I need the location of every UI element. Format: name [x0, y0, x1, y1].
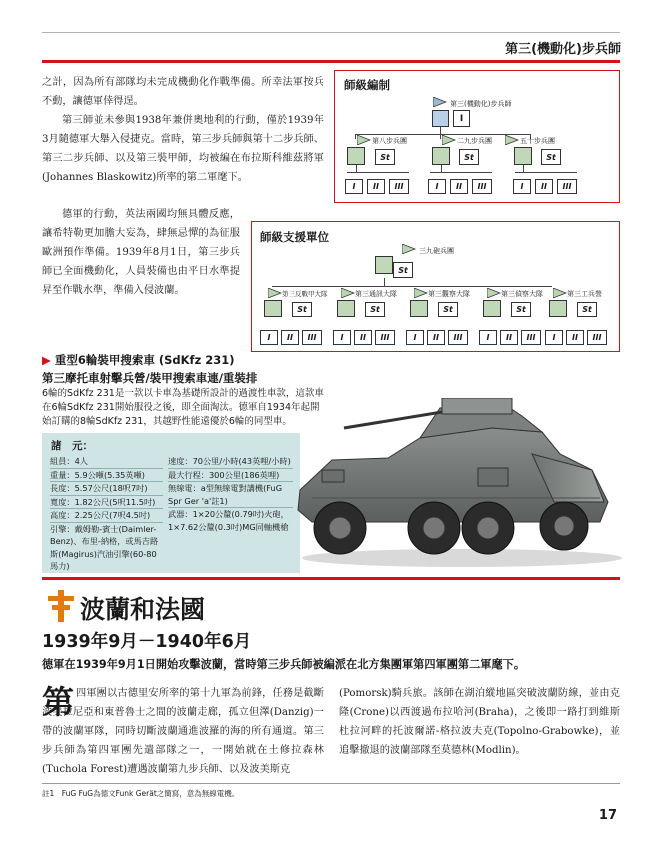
support-chart-title: 師級支援單位 [260, 230, 329, 244]
support-staff-box: St [511, 302, 531, 317]
battalion-box: I [345, 179, 363, 194]
hq-label: 第三(機動化)步兵師 [450, 100, 512, 108]
battalion-box: II [535, 179, 553, 194]
section-title: 第三(機動化)步兵師 [505, 42, 621, 57]
battalion-box: III [448, 330, 468, 345]
hq-flag-icon [433, 97, 447, 107]
battalion-box: II [500, 330, 518, 345]
regiment-label: 五十步兵團 [520, 137, 555, 145]
support-unit-label: 第三偵察大隊 [501, 290, 543, 298]
hq-sub-box: I [453, 110, 470, 127]
regiment-label: 第八步兵團 [372, 137, 407, 145]
battalion-box: I [428, 179, 446, 194]
battalion-box: III [587, 330, 607, 345]
regiment-flag-icon [357, 135, 371, 145]
support-staff-box: St [292, 302, 312, 317]
battalion-box: II [354, 330, 372, 345]
paragraph-1: 之計，因為所有部隊均未完成機動化作戰準備。所幸法軍按兵不動，讓德軍倖得逞。 [42, 77, 324, 107]
date-range: 1939年9月－1940年6月 [42, 632, 252, 652]
unit-flag-icon [553, 288, 567, 298]
spec-range: 最大行程：300公里(186英哩) [168, 469, 293, 483]
spec-weight: 重量：5.9公噸(5.35英噸) [50, 469, 163, 483]
support-unit-box [264, 300, 282, 317]
battalion-box: I [333, 330, 351, 345]
spec-right-column [168, 455, 293, 533]
battalion-box: III [472, 179, 492, 194]
unit-flag-icon [487, 288, 501, 298]
battalion-box: II [367, 179, 385, 194]
article-column-1: 四軍團以古德里安所率的第十九軍為前鋒，任務是截斷波美拉尼亞和東普魯士之間的波蘭走廊，孤立但澤(Danzig)一帶的波蘭軍隊，同時切斷波蘭通進波羅的海的所有通道。第三步兵師為第四軍團先遣部隊之一，一開始就在土修拉森林(Tuchola Forest)遭遇波蘭第九步兵師、以及波美斯克 [42, 688, 324, 775]
support-staff-box: St [365, 302, 385, 317]
spec-armament: 武器：1×20公釐(0.79吋)火砲，1×7.62公釐(0.3吋)MG同軸機槍 [168, 509, 289, 532]
support-unit-box [483, 300, 501, 317]
spec-engine: 引擎：戴姆勒-賓士(Daimler-Benz)、布里-納格，或馬吉路斯(Magirus)汽油引擎(60-80馬力) [50, 523, 159, 571]
regiment-staff-box: St [541, 149, 561, 165]
spec-width: 寬度：1.82公尺(5呎11.5吋) [50, 496, 163, 510]
lead-paragraph: 德軍在1939年9月1日開始攻擊波蘭，當時第三步兵師被編派在北方集團軍第四軍團第二軍麾下。 [42, 658, 526, 671]
spec-radio: 無線電：a型無線電對講機(FuG Spr Ger 'a'註1) [168, 482, 293, 508]
battalion-box: I [545, 330, 563, 345]
battalion-box: I [479, 330, 497, 345]
chapter-title: 波蘭和法國 [80, 595, 206, 624]
regiment-unit-box [432, 147, 450, 165]
spec-left-column [50, 455, 163, 573]
triangle-bullet-icon: ▶ [42, 353, 51, 367]
footnote: 註1 FuG FuG為德文Funk Gerät之簡寫，意為無線電機。 [42, 789, 240, 798]
support-unit-box [337, 300, 355, 317]
regiment-label: 二九步兵團 [457, 137, 492, 145]
battalion-box: III [521, 330, 541, 345]
battalion-box: II [566, 330, 584, 345]
regiment-staff-box: St [375, 149, 395, 165]
unit-flag-icon [268, 288, 282, 298]
spec-panel [42, 433, 300, 573]
cross-icon [46, 588, 76, 624]
battalion-box: II [427, 330, 445, 345]
division-org-chart [334, 70, 620, 203]
regiment-flag-icon [442, 135, 456, 145]
support-unit-label: 第三通訊大隊 [355, 290, 397, 298]
support-unit [333, 286, 405, 352]
battalion-box: III [557, 179, 577, 194]
unit-flag-icon [414, 288, 428, 298]
regiment-unit-box [347, 147, 365, 165]
support-unit-box [410, 300, 428, 317]
footnote-rule [42, 783, 620, 784]
support-unit [479, 286, 551, 352]
support-units-chart [251, 221, 620, 352]
support-unit-box [549, 300, 567, 317]
battalion-box: III [375, 330, 395, 345]
hq-unit-box [432, 110, 449, 127]
battalion-box: II [450, 179, 468, 194]
artillery-staff-box: St [393, 262, 413, 278]
spec-title: 諸 元： [51, 440, 93, 452]
paragraph-3: 德軍的行動，英法兩國均無具體反應，讓希特勒更加膽大妄為，肆無忌憚的為征服歐洲預作準備。1939年8月1日，第三步兵師已全面機動化，人員裝備也由平日水準提昇至作戰水準，準備入侵波蘭。 [42, 209, 240, 296]
support-unit-label: 第三觀察大隊 [428, 290, 470, 298]
artillery-unit-box [375, 256, 393, 274]
drop-cap: 第 [42, 683, 75, 721]
vehicle-description: 6輪的SdKfz 231是一款以卡車為基礎所設計的過渡性車款，這款車在6輪SdKfz 231開始服役之後，即全面淘汰。德軍自1934年起開始訂購的8輪SdKfz 231，其越野性能遠優於6輪的同型車。 [42, 388, 324, 427]
paragraph-2: 第三師並未參與1938年兼併奧地利的行動，僅於1939年3月隨德軍大舉入侵捷克。當時，第三步兵師與第十二步兵師、第三二步兵師、以及第三裝甲師，均被編在布拉斯科維茲將軍(Johannes Blaskowitz)所率的第二軍麾下。 [42, 115, 324, 183]
support-unit-label: 第三反戰甲大隊 [282, 290, 328, 298]
regiment-unit-box [514, 147, 532, 165]
battalion-box: I [260, 330, 278, 345]
spec-speed: 速度：70公里/小時(43英哩/小時) [168, 455, 293, 469]
page-number: 17 [598, 808, 617, 823]
vehicle-title: 重型6輪裝甲搜索車 (SdKfz 231) [54, 353, 235, 367]
division-chart-title: 師級編制 [344, 78, 390, 92]
artillery-label: 三九砲兵團 [419, 247, 454, 255]
spec-height: 高度：2.25公尺(7呎4.5吋) [50, 509, 163, 523]
support-unit-label: 第三工兵營 [567, 290, 602, 298]
artillery-flag-icon [402, 244, 416, 254]
spec-crew: 組員：4人 [50, 455, 163, 469]
section-red-rule [42, 577, 620, 580]
battalion-box: I [513, 179, 531, 194]
support-staff-box: St [577, 302, 597, 317]
spec-length: 長度：5.57公尺(18呎7吋) [50, 482, 163, 496]
regiment-staff-box: St [459, 149, 479, 165]
regiment-flag-icon [505, 135, 519, 145]
battalion-box: II [281, 330, 299, 345]
vehicle-heading [42, 352, 235, 368]
unit-flag-icon [341, 288, 355, 298]
battalion-box: III [302, 330, 322, 345]
sdkfz-231-armoured-car-illustration [292, 398, 624, 570]
support-unit [260, 286, 332, 352]
support-unit [406, 286, 478, 352]
battalion-box: I [406, 330, 424, 345]
header-rule [42, 32, 620, 33]
article-column-2: (Pomorsk)騎兵旅。該師在湖泊縱地區突破波蘭防線，並由克隆(Crone)以西渡過布拉哈河(Braha)，之後即一路打到維斯杜拉河畔的托波爾諾-格拉波夫克(Topolno-Grabowke)，並追擊撤退的波蘭部隊至莫德林(Modlin)。 [339, 688, 620, 756]
support-staff-box: St [438, 302, 458, 317]
battalion-box: III [389, 179, 409, 194]
vehicle-subheading: 第三摩托車射擊兵營/裝甲搜索車連/重裝排 [42, 371, 258, 385]
header-red-rule [42, 60, 620, 63]
support-unit [545, 286, 617, 352]
